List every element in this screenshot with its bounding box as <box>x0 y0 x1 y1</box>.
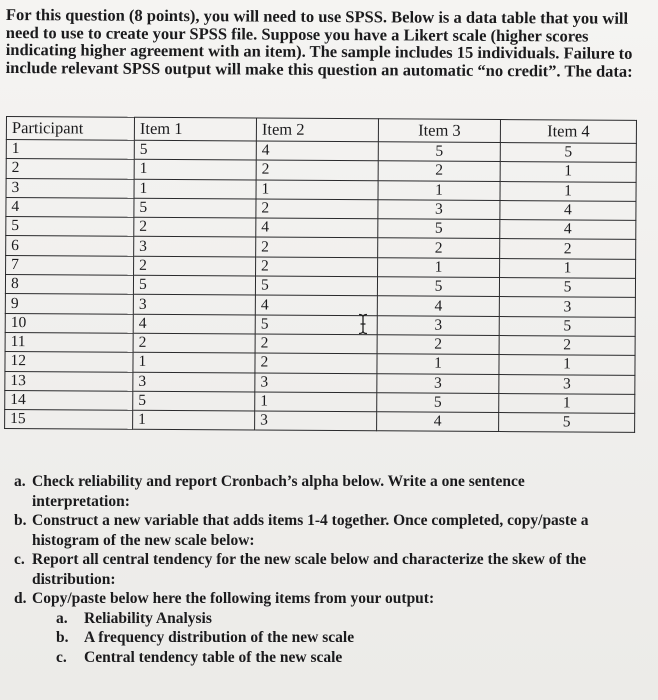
cell-participant: 3 <box>6 178 134 198</box>
question-line: distribution: <box>32 570 116 588</box>
cell-item-1: 3 <box>133 295 255 315</box>
subitem-label: b. <box>56 629 69 646</box>
cell-item-4: 1 <box>500 162 636 182</box>
cell-participant: 1 <box>6 140 134 160</box>
cell-participant: 14 <box>5 390 133 410</box>
intro-line: indicating higher agreement with an item). The sample includes 15 individuals. Failure to <box>5 39 633 63</box>
question-line: Check reliability and report Cronbach’s alpha below. Write a one sentence <box>32 473 525 490</box>
question-label: d. <box>14 590 27 607</box>
cell-item-2: 1 <box>256 180 378 200</box>
intro-line: need to use to create your SPSS file. Suppose you have a Likert scale (higher scores <box>5 22 589 46</box>
cell-item-2: 1 <box>255 392 377 412</box>
header-item-2: Item 2 <box>256 118 378 142</box>
table-row <box>5 410 635 433</box>
cell-item-3: 3 <box>377 315 499 335</box>
cell-item-4: 3 <box>499 297 635 317</box>
cell-item-2: 2 <box>256 257 378 277</box>
cell-item-4: 1 <box>499 355 635 375</box>
cell-item-3: 1 <box>378 258 500 278</box>
question-d <box>6 589 646 609</box>
cell-item-3: 5 <box>377 393 499 413</box>
cell-item-3: 5 <box>378 219 500 239</box>
cell-item-3: 1 <box>378 180 500 200</box>
cell-item-3: 2 <box>378 161 500 181</box>
cell-participant: 5 <box>6 217 134 237</box>
cell-item-1: 5 <box>133 275 255 295</box>
cell-item-1: 5 <box>134 198 256 218</box>
cell-item-4: 5 <box>500 143 636 163</box>
cell-item-4: 1 <box>499 393 635 413</box>
question-b <box>6 511 646 550</box>
subitem-text: A frequency distribution of the new scale <box>84 629 355 646</box>
question-label: b. <box>14 512 27 529</box>
intro-line: include relevant SPSS output will make this question an automatic “no credit”. The data: <box>5 57 633 81</box>
question-line: Construct a new variable that adds items 1-4 together. Once completed, copy/paste a <box>32 512 589 529</box>
cell-item-3: 5 <box>377 277 499 297</box>
questions-list <box>6 472 646 667</box>
text-cursor-icon <box>356 313 370 335</box>
cell-item-1: 1 <box>134 179 256 199</box>
cell-participant: 4 <box>6 197 134 217</box>
header-item-1: Item 1 <box>134 117 256 141</box>
cell-item-1: 1 <box>133 353 255 373</box>
cell-item-3: 4 <box>377 296 499 316</box>
cell-item-4: 3 <box>499 374 635 394</box>
cell-item-2: 4 <box>256 218 378 238</box>
cell-participant: 13 <box>5 371 133 391</box>
cell-item-2: 2 <box>255 353 377 373</box>
question-a <box>6 472 646 511</box>
cell-item-3: 4 <box>377 412 499 432</box>
question-line: histogram of the new scale below: <box>32 531 255 549</box>
question-line: Report all central tendency for the new scale below and characterize the skew of the <box>32 551 587 568</box>
cell-item-2: 4 <box>255 295 377 315</box>
cell-item-1: 3 <box>134 237 256 257</box>
intro-line: For this question (8 points), you will need to use SPSS. Below is a data table that you will <box>5 5 629 28</box>
header-participant: Participant <box>6 117 134 141</box>
cell-item-3: 3 <box>378 200 500 220</box>
cell-item-2: 3 <box>255 411 377 431</box>
subitem-a <box>6 609 646 629</box>
cell-item-3: 2 <box>377 335 499 355</box>
cell-item-2: 2 <box>255 334 377 354</box>
cell-item-4: 5 <box>499 278 635 298</box>
cell-item-4: 1 <box>500 181 636 201</box>
cell-item-2: 5 <box>255 315 377 335</box>
question-label: a. <box>14 473 26 490</box>
subitem-label: a. <box>56 609 68 627</box>
subitem-label: c. <box>56 648 67 666</box>
cell-item-1: 1 <box>134 160 256 180</box>
subitem-c <box>6 648 646 668</box>
cell-participant: 9 <box>5 294 133 314</box>
cell-item-1: 2 <box>134 217 256 237</box>
data-table-container <box>4 116 642 454</box>
header-item-3: Item 3 <box>378 119 500 143</box>
cell-item-2: 3 <box>255 373 377 393</box>
cell-item-2: 2 <box>256 160 378 180</box>
cell-item-2: 4 <box>256 141 378 161</box>
cell-item-1: 1 <box>133 410 255 430</box>
cell-item-2: 2 <box>256 238 378 258</box>
header-item-4: Item 4 <box>500 120 636 144</box>
intro-paragraph <box>6 6 646 80</box>
subitem-text: Reliability Analysis <box>84 609 212 627</box>
cell-participant: 7 <box>6 255 134 275</box>
cell-item-1: 5 <box>134 140 256 160</box>
cell-item-4: 2 <box>499 335 635 355</box>
cell-item-4: 1 <box>500 258 636 278</box>
cell-item-4: 5 <box>499 316 635 336</box>
question-line: interpretation: <box>32 492 130 510</box>
subitem-text: Central tendency table of the new scale <box>84 648 343 666</box>
cell-item-4: 4 <box>500 220 636 240</box>
question-label: c. <box>14 551 25 568</box>
cell-participant: 11 <box>5 332 133 352</box>
cell-participant: 2 <box>6 159 134 179</box>
cell-item-4: 2 <box>500 239 636 259</box>
subitem-b <box>6 628 646 648</box>
cell-item-1: 4 <box>133 314 255 334</box>
cell-item-1: 2 <box>134 256 256 276</box>
cell-item-3: 3 <box>377 373 499 393</box>
data-table <box>4 116 637 433</box>
cell-participant: 12 <box>5 352 133 372</box>
cell-item-3: 2 <box>378 238 500 258</box>
cell-item-2: 2 <box>256 199 378 219</box>
cell-item-2: 5 <box>255 276 377 296</box>
cell-item-1: 3 <box>133 372 255 392</box>
cell-item-4: 4 <box>500 200 636 220</box>
cell-item-3: 5 <box>378 142 500 162</box>
cell-item-1: 2 <box>133 333 255 353</box>
cell-participant: 6 <box>6 236 134 256</box>
cell-item-1: 5 <box>133 391 255 411</box>
cell-participant: 10 <box>5 313 133 333</box>
question-c <box>6 550 646 589</box>
cell-participant: 8 <box>5 275 133 295</box>
question-line: Copy/paste below here the following items from your output: <box>32 590 435 607</box>
cell-item-4: 5 <box>499 413 635 433</box>
cell-participant: 15 <box>5 410 133 430</box>
cell-item-3: 1 <box>377 354 499 374</box>
